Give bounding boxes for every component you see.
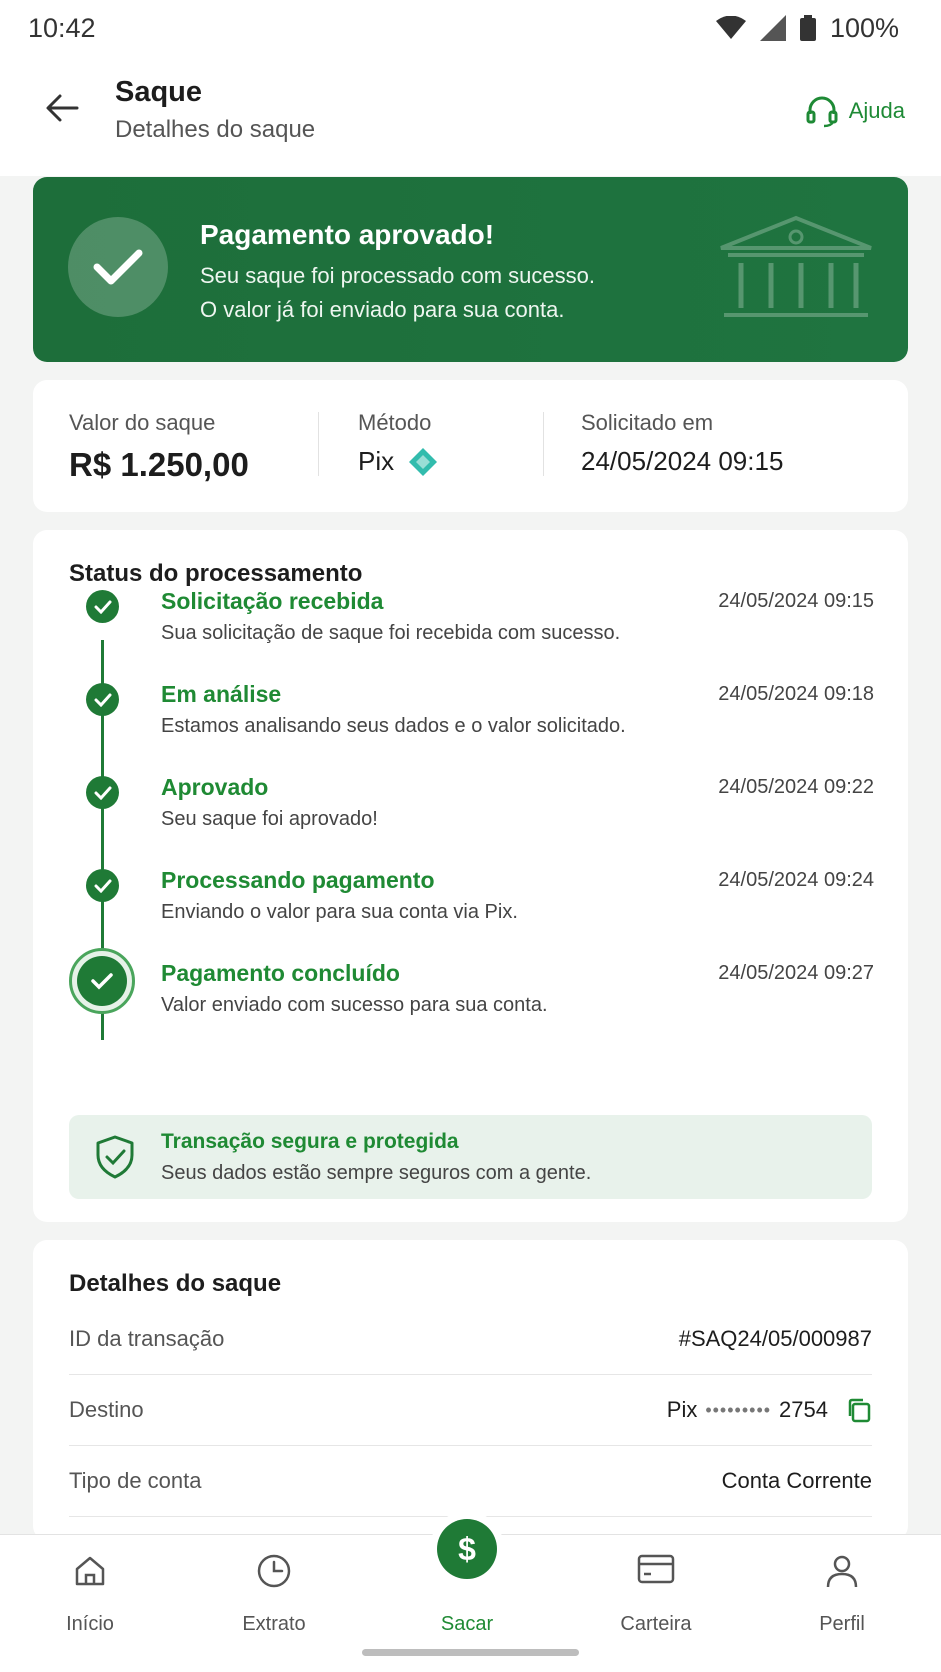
help-label: Ajuda	[848, 98, 905, 123]
processing-status-card	[33, 530, 908, 1222]
check-circle-icon	[69, 948, 135, 1014]
banner-title: Pagamento aprovado!	[200, 219, 495, 250]
nav-item-perfil[interactable]	[767, 1535, 917, 1645]
divider	[543, 412, 544, 476]
timeline-step	[33, 766, 908, 846]
nav-item-carteira[interactable]	[581, 1535, 731, 1645]
divider	[318, 412, 319, 476]
banner-message-line1: Seu saque foi processado com sucesso.	[200, 263, 596, 288]
step-time: 24/05/2024 09:24	[718, 869, 874, 891]
detail-row-destination	[69, 1375, 872, 1446]
step-description: Valor enviado com sucesso para sua conta.	[161, 994, 548, 1016]
success-banner	[33, 177, 908, 362]
step-description: Enviando o valor para sua conta via Pix.	[161, 901, 518, 923]
app-header	[0, 56, 941, 176]
battery-level: 100%	[829, 12, 899, 43]
status-title: Status do processamento	[69, 560, 363, 587]
secure-description: Seus dados estão sempre seguros com a gente.	[161, 1162, 592, 1184]
nav-label: Carteira	[620, 1613, 692, 1635]
check-icon	[86, 683, 119, 716]
nav-label: Extrato	[242, 1613, 306, 1635]
method-label: Método	[358, 410, 432, 435]
banner-message-line2: O valor já foi enviado para sua conta.	[200, 297, 565, 322]
method-value-row	[358, 446, 438, 477]
check-icon	[86, 590, 119, 623]
wallet-card-icon	[637, 1553, 675, 1585]
status-bar	[0, 0, 941, 56]
step-time: 24/05/2024 09:27	[718, 962, 874, 984]
clock-icon	[256, 1553, 292, 1589]
timeline-step	[33, 673, 908, 753]
step-title: Pagamento concluído	[161, 960, 400, 986]
detail-value: #SAQ24/05/000987	[678, 1326, 872, 1351]
secure-transaction-notice	[69, 1115, 872, 1199]
arrow-left-icon	[45, 93, 79, 123]
details-title: Detalhes do saque	[69, 1270, 282, 1297]
signal-icon	[760, 15, 786, 41]
step-title: Aprovado	[161, 774, 269, 800]
requested-value: 24/05/2024 09:15	[581, 446, 784, 476]
step-time: 24/05/2024 09:22	[718, 776, 874, 798]
withdraw-fab-button[interactable]	[437, 1519, 497, 1579]
timeline-step	[33, 859, 908, 939]
timeline-step	[33, 580, 908, 660]
check-icon	[86, 869, 119, 902]
detail-label: Destino	[69, 1397, 144, 1422]
amount-value: R$ 1.250,00	[69, 446, 249, 483]
method-block	[358, 410, 438, 477]
nav-label: Sacar	[440, 1613, 494, 1635]
help-button[interactable]	[805, 94, 905, 128]
page-subtitle: Detalhes do saque	[115, 116, 316, 143]
secure-title: Transação segura e protegida	[161, 1130, 459, 1153]
step-title: Solicitação recebida	[161, 588, 384, 614]
method-value: Pix	[358, 446, 395, 476]
destination-method: Pix	[666, 1397, 698, 1422]
detail-label: Tipo de conta	[69, 1468, 202, 1493]
withdrawal-summary-card	[33, 380, 908, 512]
destination-suffix: 2754	[779, 1397, 828, 1422]
step-description: Seu saque foi aprovado!	[161, 808, 378, 830]
destination-mask: •••••••••	[705, 1399, 772, 1420]
page-title: Saque	[115, 76, 203, 108]
dollar-icon: $	[458, 1530, 476, 1567]
battery-icon	[800, 15, 816, 41]
detail-value: Conta Corrente	[721, 1468, 872, 1493]
bank-icon	[716, 213, 876, 323]
amount-label: Valor do saque	[69, 410, 216, 435]
wifi-icon	[716, 16, 746, 40]
headset-icon	[805, 94, 839, 128]
step-time: 24/05/2024 09:15	[718, 590, 874, 612]
nav-label: Início	[66, 1613, 114, 1635]
amount-block	[69, 410, 249, 484]
step-title: Processando pagamento	[161, 867, 435, 893]
detail-value	[667, 1397, 872, 1423]
check-icon	[86, 776, 119, 809]
user-icon	[824, 1553, 860, 1589]
back-button[interactable]	[40, 86, 84, 130]
timeline-step-final	[33, 952, 908, 1032]
requested-block	[581, 410, 783, 477]
nav-item-inicio[interactable]	[15, 1535, 165, 1645]
copy-icon[interactable]	[846, 1397, 872, 1423]
withdrawal-details-card	[33, 1240, 908, 1540]
step-title: Em análise	[161, 681, 282, 707]
step-description: Sua solicitação de saque foi recebida com sucesso.	[161, 622, 621, 644]
status-time: 10:42	[28, 12, 96, 43]
home-indicator[interactable]	[362, 1649, 579, 1656]
step-time: 24/05/2024 09:18	[718, 683, 874, 705]
home-icon	[72, 1553, 108, 1589]
pix-icon	[408, 447, 438, 477]
detail-row-transaction-id	[69, 1304, 872, 1375]
detail-row-account-type	[69, 1446, 872, 1517]
requested-label: Solicitado em	[581, 410, 714, 435]
shield-check-icon	[95, 1135, 135, 1179]
step-description: Estamos analisando seus dados e o valor solicitado.	[161, 715, 626, 737]
detail-label: ID da transação	[69, 1326, 225, 1351]
check-circle-icon	[68, 217, 168, 317]
nav-label: Perfil	[819, 1613, 865, 1635]
nav-item-extrato[interactable]	[199, 1535, 349, 1645]
